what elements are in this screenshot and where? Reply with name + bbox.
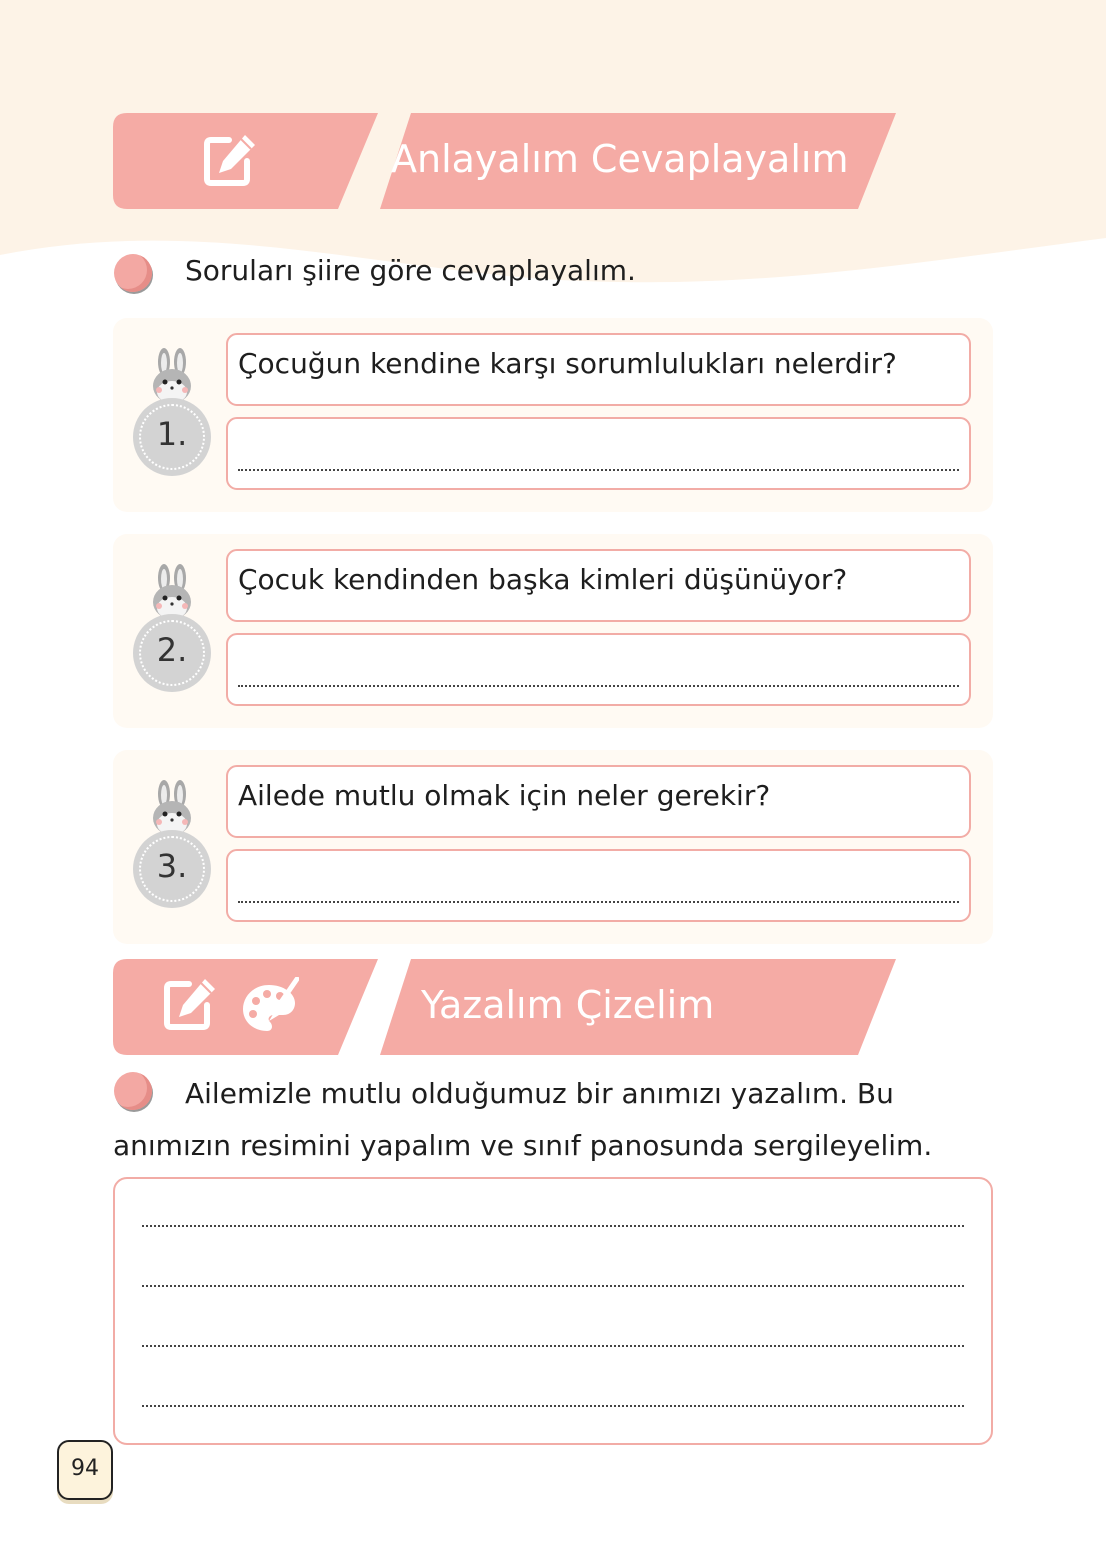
answer-dotted-line (238, 685, 959, 687)
instruction-paragraph (113, 1068, 973, 1172)
question-number: 3. (156, 847, 188, 885)
question-card (113, 534, 993, 728)
writing-area[interactable] (113, 1177, 993, 1445)
question-text: Çocuğun kendine karşı sorumlulukları nelerdir? (238, 347, 897, 380)
question-number-badge (133, 398, 211, 476)
instruction-text: Soruları şiire göre cevaplayalım. (185, 254, 636, 287)
writing-line (142, 1225, 964, 1227)
writing-line (142, 1405, 964, 1407)
question-number: 2. (156, 631, 188, 669)
answer-dotted-line (238, 469, 959, 471)
question-box (226, 765, 971, 838)
question-text: Çocuk kendinden başka kimleri düşünüyor? (238, 563, 848, 596)
bullet-dot (114, 254, 152, 292)
answer-field[interactable] (226, 417, 971, 490)
edit-icon (201, 131, 259, 193)
question-box (226, 549, 971, 622)
section-title: Yazalım Çizelim (421, 983, 715, 1027)
palette-icon (239, 977, 299, 1041)
answer-field[interactable] (226, 633, 971, 706)
question-box (226, 333, 971, 406)
section-banner-write-draw (113, 959, 903, 1055)
question-number-badge (133, 614, 211, 692)
question-number: 1. (156, 415, 188, 453)
page-number-tab (57, 1440, 113, 1500)
instruction-text: Ailemizle mutlu olduğumuz bir anımızı yazalım. Bu anımızın resimini yapalım ve sınıf panosunda sergileyelim. (113, 1077, 933, 1162)
question-text: Ailede mutlu olmak için neler gerekir? (238, 779, 771, 812)
answer-dotted-line (238, 901, 959, 903)
writing-line (142, 1345, 964, 1347)
edit-icon (161, 975, 219, 1037)
answer-field[interactable] (226, 849, 971, 922)
writing-line (142, 1285, 964, 1287)
question-card (113, 750, 993, 944)
section-banner-understand (113, 113, 903, 209)
section-title: Anlayalım Cevaplayalım (391, 137, 849, 181)
page-number: 94 (71, 1456, 99, 1481)
question-card (113, 318, 993, 512)
question-number-badge (133, 830, 211, 908)
